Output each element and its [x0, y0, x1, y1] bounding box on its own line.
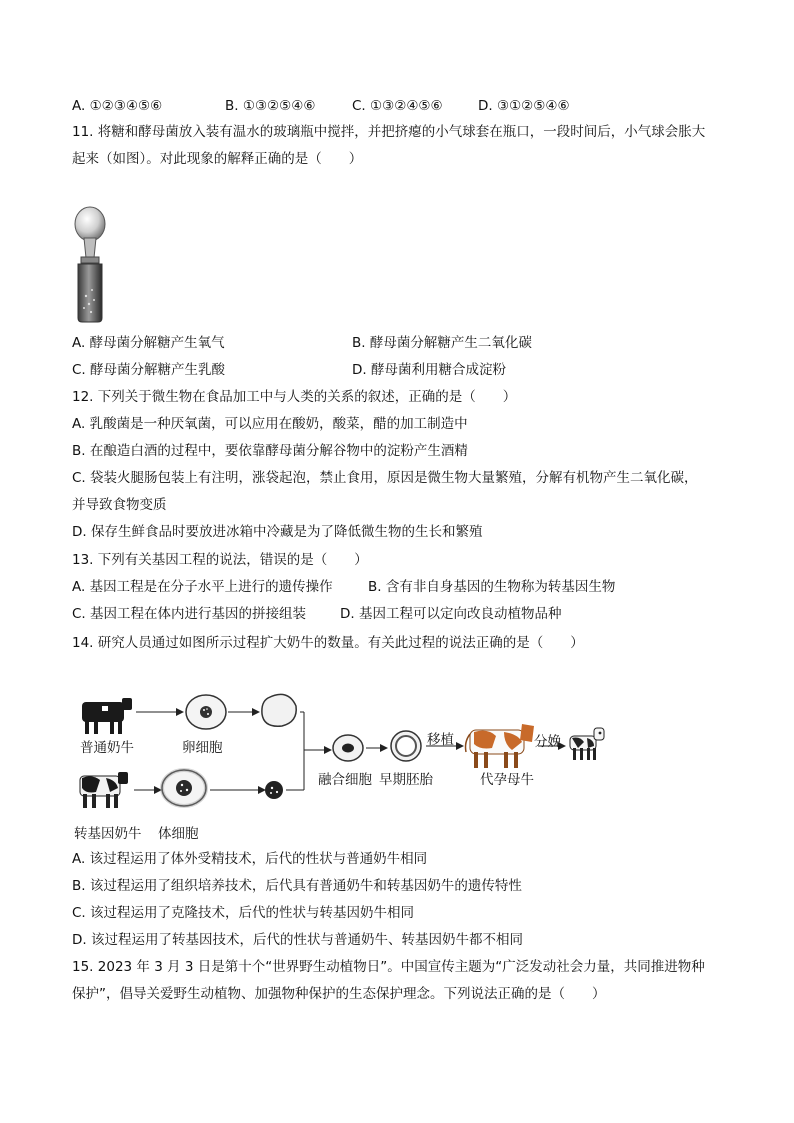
label-surrogate-cow: 代孕母牛	[480, 772, 534, 788]
label-transplant: 移植	[427, 732, 454, 748]
early-embryo-icon	[391, 731, 421, 761]
somatic-cell-icon	[162, 770, 206, 806]
q10-options	[72, 97, 712, 115]
egg-cell-icon	[186, 695, 226, 729]
q14-stem: 14. 研究人员通过如图所示过程扩大奶牛的数量。有关此过程的说法正确的是（ ）	[72, 635, 584, 651]
balloon-shape	[75, 207, 105, 241]
q11-option-c: C. 酵母菌分解糖产生乳酸	[72, 362, 226, 378]
cloning-process-figure	[72, 684, 632, 844]
transgenic-cow-icon	[80, 772, 128, 808]
q13-option-a: A. 基因工程是在分子水平上进行的遗传操作	[72, 579, 333, 595]
ordinary-cow-icon	[82, 698, 132, 734]
q13-stem: 13. 下列有关基因工程的说法，错误的是（ ）	[72, 552, 368, 568]
q13-option-d: D. 基因工程可以定向改良动植物品种	[340, 606, 562, 622]
q10-option-b: B. ①③②⑤④⑥	[225, 98, 316, 114]
q12-option-b: B. 在酿造白酒的过程中，要依靠酵母菌分解谷物中的淀粉产生酒精	[72, 443, 468, 459]
q12-stem: 12. 下列关于微生物在食品加工中与人类的关系的叙述，正确的是（ ）	[72, 389, 517, 405]
q10-option-c: C. ①③②④⑤⑥	[352, 98, 443, 114]
q11-stem-line2: 起来（如图）。对此现象的解释正确的是（ ）	[72, 151, 363, 167]
q10-option-a: A. ①②③④⑤⑥	[72, 98, 163, 114]
label-fused-cell: 融合细胞	[318, 772, 372, 788]
q13-option-c: C. 基因工程在体内进行基因的拼接组装	[72, 606, 307, 622]
bottle-shape	[78, 264, 102, 322]
surrogate-cow-icon	[466, 724, 535, 768]
q11-option-b: B. 酵母菌分解糖产生二氧化碳	[352, 335, 532, 351]
q14-option-a: A. 该过程运用了体外受精技术，后代的性状与普通奶牛相同	[72, 851, 428, 867]
q12-option-a: A. 乳酸菌是一种厌氧菌，可以应用在酸奶，酸菜，醋的加工制造中	[72, 416, 468, 432]
q15-stem-line1: 15. 2023 年 3 月 3 日是第十个“世界野生动植物日”。中国宣传主题为“广泛发动社会力量，共同推进物种	[72, 959, 705, 975]
label-ordinary-cow: 普通奶牛	[80, 740, 134, 756]
cloning-diagram-svg	[72, 684, 632, 844]
q13-option-b: B. 含有非自身基因的生物称为转基因生物	[368, 579, 616, 595]
q12-option-c-line2: 并导致食物变质	[72, 497, 167, 513]
q10-option-d: D. ③①②⑤④⑥	[478, 98, 570, 114]
balloon-neck	[84, 238, 96, 258]
label-early-embryo: 早期胚胎	[379, 772, 433, 788]
balloon-bottle-figure	[72, 204, 122, 324]
calf-icon	[570, 728, 604, 760]
q14-option-d: D. 该过程运用了转基因技术，后代的性状与普通奶牛、转基因奶牛都不相同	[72, 932, 523, 948]
q12-option-c-line1: C. 袋装火腿肠包装上有注明，涨袋起泡，禁止食用，原因是微生物大量繁殖，分解有机物产生二氧化碳，	[72, 470, 698, 486]
q11-stem-line1: 11. 将糖和酵母菌放入装有温水的玻璃瓶中搅拌，并把挤瘪的小气球套在瓶口，一段时间后，小气球会胀大	[72, 124, 706, 140]
label-transgenic-cow: 转基因奶牛	[74, 826, 142, 842]
q11-option-d: D. 酵母菌利用糖合成淀粉	[352, 362, 506, 378]
q11-option-a: A. 酵母菌分解糖产生氧气	[72, 335, 225, 351]
label-somatic-cell: 体细胞	[158, 826, 199, 842]
q14-option-c: C. 该过程运用了克隆技术，后代的性状与转基因奶牛相同	[72, 905, 415, 921]
q12-option-d: D. 保存生鲜食品时要放进冰箱中冷藏是为了降低微生物的生长和繁殖	[72, 524, 483, 540]
label-birth: 分娩	[534, 734, 561, 750]
q14-option-b: B. 该过程运用了组织培养技术，后代具有普通奶牛和转基因奶牛的遗传特性	[72, 878, 522, 894]
label-egg-cell: 卵细胞	[182, 740, 223, 756]
q15-stem-line2: 保护”，倡导关爱野生动植物、加强物种保护的生态保护理念。下列说法正确的是（ ）	[72, 986, 606, 1002]
nucleus-icon	[265, 781, 283, 799]
enucleated-egg-icon	[262, 694, 296, 726]
fused-cell-icon	[333, 735, 363, 761]
